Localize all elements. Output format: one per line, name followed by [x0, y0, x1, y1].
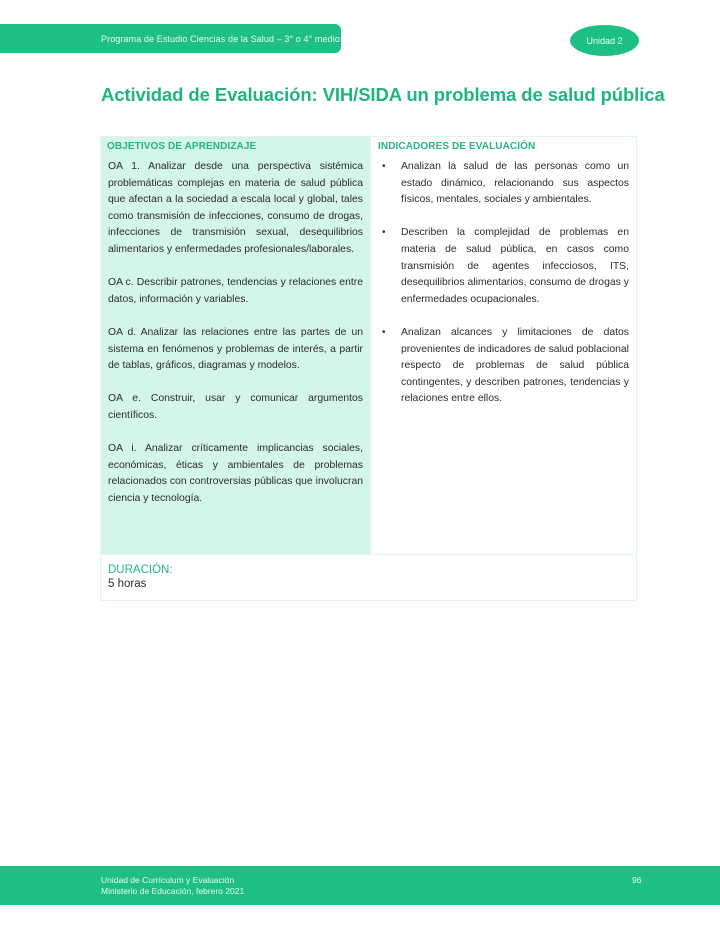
indicator-text: Describen la complejidad de problemas en materia de salud pública, en casos como transmisión de agentes infecciosos, ITS, desequilibrios alimentarios, consumo de drogas y enfermedades ocupacionales. — [401, 227, 629, 305]
footer-unit: Unidad de Currículum y Evaluación — [101, 875, 235, 885]
program-title: Programa de Estudio Ciencias de la Salud – 3° o 4° medio — [101, 33, 340, 44]
duration-value: 5 horas — [108, 578, 147, 591]
objective-oae: OA e. Construir, usar y comunicar argumentos científicos. — [108, 393, 363, 421]
evaluation-table — [100, 136, 637, 601]
objectives-heading: OBJETIVOS DE APRENDIZAJE — [107, 141, 257, 152]
objective-oai: OA i. Analizar críticamente implicancias sociales, económicas, éticas y ambientales de problemas relacionados con controversias públicas que involucran ciencia y tecnología. — [108, 443, 363, 504]
duration-row — [101, 554, 636, 600]
bullet-icon: • — [382, 326, 386, 338]
footer-divider — [0, 905, 720, 907]
indicator-item — [378, 225, 629, 308]
indicator-text: Analizan la salud de las personas como un estado dinámico, relacionando sus aspectos físicos, mentales, sociales y ambientales. — [401, 161, 629, 206]
indicator-item — [378, 325, 629, 408]
indicators-heading: INDICADORES DE EVALUACIÓN — [378, 141, 536, 152]
indicator-text: Analizan alcances y limitaciones de datos provenientes de indicadores de salud poblacional respecto de problemas de salud pública contingentes, y describen patrones, tendencias y relaciones entre ellos. — [401, 326, 629, 405]
bullet-icon: • — [382, 161, 386, 172]
objective-oad: OA d. Analizar las relaciones entre las partes de un sistema en fenómenos y problemas de interés, a partir de tablas, gráficos, diagramas y modelos. — [108, 326, 363, 372]
table-content-row — [101, 137, 636, 554]
footer-credits — [101, 875, 244, 897]
page-footer — [0, 866, 720, 905]
indicators-list — [378, 159, 629, 408]
objective-oac: OA c. Describir patrones, tendencias y relaciones entre datos, información y variables. — [108, 277, 363, 305]
footer-ministry: Ministerio de Educación, febrero 2021 — [101, 886, 245, 896]
bullet-icon: • — [382, 227, 386, 239]
program-header-bar — [0, 24, 341, 53]
indicators-column — [370, 137, 636, 554]
indicator-item — [378, 159, 629, 209]
objectives-column — [101, 137, 370, 554]
unit-badge: Unidad 2 — [570, 25, 639, 56]
objective-oa1: OA 1. Analizar desde una perspectiva sistémica problemáticas complejas en materia de salud pública que afectan a la sociedad a escala local y global, tales como transmisión de infecciones, consumo de drogas, infecciones de transmisión sexual, desequilibrios alimentarios y enfermedades profesionales/laborales. — [108, 161, 363, 255]
page-title: Actividad de Evaluación: VIH/SIDA un problema de salud pública — [101, 84, 665, 105]
duration-label: DURACIÓN: — [108, 564, 173, 577]
page-number: 96 — [632, 875, 642, 885]
